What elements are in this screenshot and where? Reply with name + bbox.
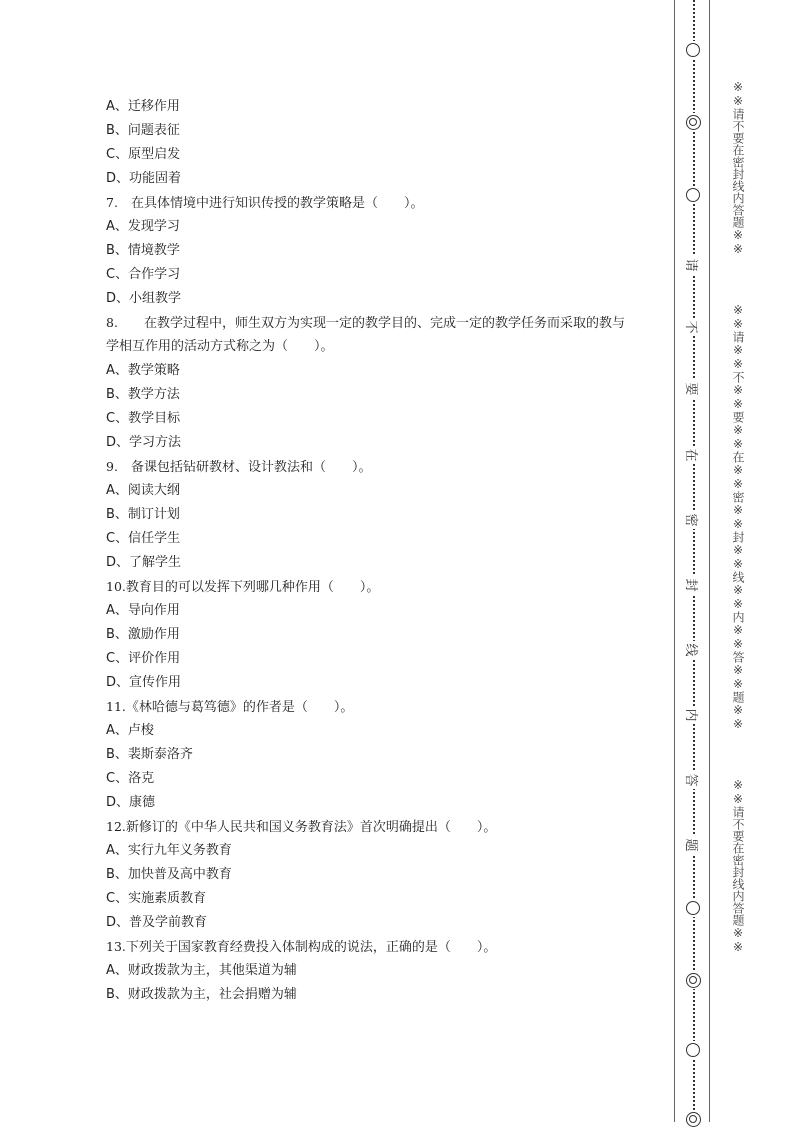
option: C、教学目标 <box>106 411 181 426</box>
option: A、教学策略 <box>106 363 180 378</box>
option: D、普及学前教育 <box>106 915 208 930</box>
option: D、小组教学 <box>106 291 182 306</box>
option: C、洛克 <box>106 771 155 786</box>
seal-warning-note: ※※请不要在密封线内答题※※ <box>731 778 745 954</box>
question-7: 7. 在具体情境中进行知识传授的教学策略是（ ）。 <box>106 195 424 211</box>
option: A、卢梭 <box>106 723 154 738</box>
double-circle-icon <box>684 113 702 131</box>
option: D、宣传作用 <box>106 675 182 690</box>
seal-char: 题 <box>684 836 702 854</box>
option-prev-d: D、功能固着 <box>106 171 182 186</box>
seal-char: 请 <box>684 256 702 274</box>
option-prev-c: C、原型启发 <box>106 147 181 162</box>
option: A、发现学习 <box>106 219 180 234</box>
option: D、康德 <box>106 795 156 810</box>
option: D、了解学生 <box>106 555 182 570</box>
option: A、财政拨款为主，其他渠道为辅 <box>106 963 297 978</box>
option: B、教学方法 <box>106 387 180 402</box>
seal-char: 密 <box>684 511 702 529</box>
circle-icon <box>684 899 702 917</box>
circle-icon <box>684 186 702 204</box>
option: B、财政拨款为主，社会捐赠为辅 <box>106 987 297 1002</box>
double-circle-icon <box>684 971 702 989</box>
question-13: 13.下列关于国家教育经费投入体制构成的说法，正确的是（ ）。 <box>106 939 497 955</box>
option-prev-b: B、问题表征 <box>106 123 180 138</box>
double-circle-icon <box>684 1110 702 1128</box>
option: B、情境教学 <box>106 243 180 258</box>
seal-char: 封 <box>684 576 702 594</box>
option: C、实施素质教育 <box>106 891 207 906</box>
option-prev-a: A、迁移作用 <box>106 99 180 114</box>
seal-line-strip <box>674 0 710 1122</box>
seal-char: 要 <box>684 380 702 398</box>
option: B、加快普及高中教育 <box>106 867 232 882</box>
option: C、评价作用 <box>106 651 181 666</box>
question-10: 10.教育目的可以发挥下列哪几种作用（ ）。 <box>106 579 380 595</box>
option: D、学习方法 <box>106 435 182 450</box>
question-8-cont: 学相互作用的活动方式称之为（ ）。 <box>106 339 334 354</box>
seal-warning-note-spaced: ※※请※※不※※要※※在※※密※※封※※线※※内※※答※※题※※ <box>731 303 745 731</box>
dotted-seal-line <box>693 0 695 1122</box>
option: C、信任学生 <box>106 531 181 546</box>
seal-char: 在 <box>684 446 702 464</box>
option: C、合作学习 <box>106 267 181 282</box>
seal-char: 线 <box>684 641 702 659</box>
option: B、制订计划 <box>106 507 180 522</box>
option: B、裴斯泰洛齐 <box>106 747 193 762</box>
question-11: 11.《林哈德与葛笃德》的作者是（ ）。 <box>106 699 354 715</box>
seal-warning-note: ※※请不要在密封线内答题※※ <box>731 80 745 256</box>
question-12: 12.新修订的《中华人民共和国义务教育法》首次明确提出（ ）。 <box>106 819 497 835</box>
question-9: 9. 备课包括钻研教材、设计教法和（ ）。 <box>106 459 372 475</box>
option: A、实行九年义务教育 <box>106 843 232 858</box>
option: A、导向作用 <box>106 603 180 618</box>
seal-char: 答 <box>684 771 702 789</box>
seal-char: 内 <box>684 706 702 724</box>
question-8: 8. 在教学过程中，师生双方为实现一定的教学目的、完成一定的教学任务而采取的教与 <box>106 315 625 331</box>
circle-icon <box>684 41 702 59</box>
option: A、阅读大纲 <box>106 483 180 498</box>
seal-char: 不 <box>684 318 702 336</box>
option: B、激励作用 <box>106 627 180 642</box>
circle-icon <box>684 1041 702 1059</box>
